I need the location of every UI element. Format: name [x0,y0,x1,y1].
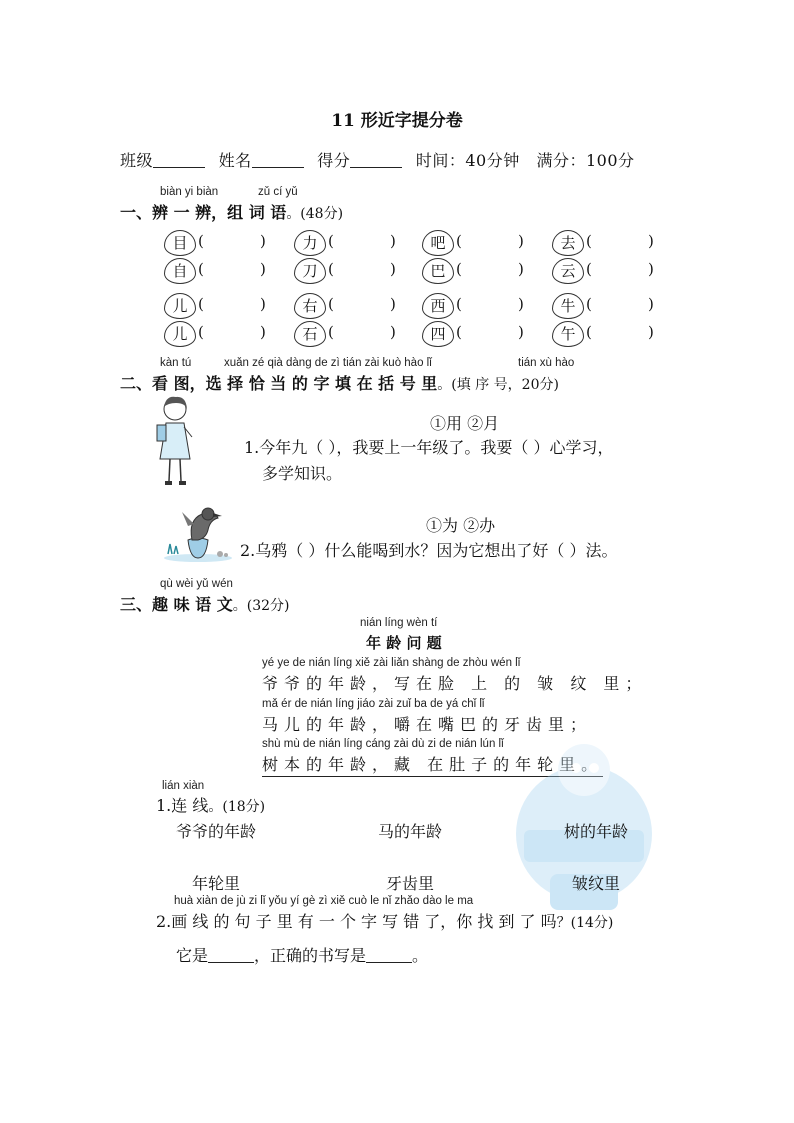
correct-char-blank[interactable] [366,948,412,963]
answer-paren-close: ) [518,295,524,313]
name-blank[interactable] [252,153,304,168]
char-oval-bot: 自 [164,258,196,284]
char-oval-top: 右 [294,293,326,319]
bottom-item-3[interactable]: 皱纹里 [572,874,621,893]
answer-paren-open: ( [328,295,334,313]
answer-paren-open: ( [198,232,204,250]
q2-score: ？(14分) [556,915,614,931]
section2-number: 二、 [120,374,153,393]
section2-title: 看 图，选 择 恰 当 的 字 填 在 括 号 里 [152,374,438,393]
poem-line-pinyin: shù mù de nián líng cáng zài dù zi de nián lún lǐ [262,738,504,750]
answer-paren-open: ( [586,295,592,313]
answer-paren-close: ) [648,295,654,313]
answer-paren-close: ) [518,232,524,250]
q2-pinyin: huà xiàn de jù zi lǐ yǒu yí gè zì xiě cuò le nǐ zhǎo dào le ma [174,895,474,907]
word-answer-slot[interactable] [208,232,256,252]
section1-title: 辨 一 辨，组 词 语 [152,203,287,222]
section2-pinyin-b: xuǎn zé qià dàng de zì tián zài kuò hào lǐ [224,357,432,369]
answer-paren-open: ( [328,232,334,250]
answer-paren-open: ( [586,232,592,250]
answer-paren-open: ( [456,232,462,250]
section3-pinyin: qù wèi yǔ wén [160,578,233,590]
answer-part-b: ，正确的书写是 [254,946,367,965]
char-pair [418,293,536,345]
char-oval-bot: 午 [552,321,584,347]
section1-heading [120,200,343,223]
answer-line [176,943,428,966]
char-oval-bot: 石 [294,321,326,347]
char-pair [290,293,408,345]
section3-number: 三、 [120,595,153,614]
full-score-label: 满分：100分 [536,151,635,170]
answer-paren-close: ) [260,260,266,278]
answer-paren-close: ) [260,295,266,313]
top-item-1[interactable]: 爷爷的年龄 [176,822,257,841]
section1-score: 。(48分) [286,206,344,222]
word-answer-slot[interactable] [208,260,256,280]
answer-paren-close: ) [518,260,524,278]
char-oval-bot: 巴 [422,258,454,284]
info-line [120,148,635,171]
word-answer-slot[interactable] [338,323,386,343]
answer-paren-close: ) [390,260,396,278]
top-item-2[interactable]: 马的年龄 [378,822,443,841]
word-answer-slot[interactable] [596,295,644,315]
q1-label-line [156,793,265,816]
score-blank[interactable] [350,153,402,168]
crow-illustration [158,500,238,564]
char-oval-top: 力 [294,230,326,256]
q2-line1: 2.乌鸦（ ）什么能喝到水？因为它想出了好（ ）法。 [240,541,618,560]
section2-score: 。(填 序 号，20分) [437,377,559,393]
char-pair [290,230,408,282]
answer-paren-open: ( [586,323,592,341]
char-oval-top: 目 [164,230,196,256]
q1-line1: 1.今年九（ ），我要上一年级了。我要（ ）心学习， [244,438,614,457]
answer-paren-close: ) [390,232,396,250]
answer-paren-close: ) [648,323,654,341]
word-answer-slot[interactable] [338,260,386,280]
section2-pinyin-c: tián xù hào [518,357,575,369]
poem-line: 爷爷的年龄，写在脸 上 的 皱 纹 里； [262,674,648,693]
q1-label: 1.连 线 [156,796,209,815]
poem-title: 年 龄 问 题 [366,634,442,652]
class-label: 班级 [120,151,154,170]
word-answer-slot[interactable] [466,260,514,280]
word-answer-slot[interactable] [466,232,514,252]
char-oval-bot: 云 [552,258,584,284]
char-pair [548,230,666,282]
answer-paren-close: ) [518,323,524,341]
answer-paren-close: ) [390,295,396,313]
answer-paren-open: ( [328,323,334,341]
section1-number: 一、 [120,203,153,222]
section3-title: 趣 味 语 文 [152,595,233,614]
section2-pinyin-a: kàn tú [160,357,192,369]
char-oval-top: 牛 [552,293,584,319]
answer-paren-open: ( [456,323,462,341]
word-answer-slot[interactable] [208,295,256,315]
poem-line-underlined: 树本的年龄，藏 在肚子的年轮里。 [262,752,603,777]
word-answer-slot[interactable] [596,232,644,252]
char-oval-top: 吧 [422,230,454,256]
poem-title-pinyin: nián líng wèn tí [360,617,438,629]
answer-part-a: 它是 [176,946,209,965]
word-answer-slot[interactable] [466,323,514,343]
q2-line [156,909,613,932]
answer-paren-open: ( [198,260,204,278]
name-label: 姓名 [218,151,252,170]
char-pair [160,293,278,345]
char-oval-bot: 四 [422,321,454,347]
q2-text: 2.画 线 的 句 子 里 有 一 个 字 写 错 了，你 找 到 了 吗 [156,912,557,931]
answer-paren-open: ( [198,323,204,341]
section2-heading [120,371,559,394]
score-label: 得分 [317,151,351,170]
class-blank[interactable] [153,153,205,168]
answer-paren-close: ) [260,323,266,341]
q1-score: 。(18分) [208,799,266,815]
answer-paren-open: ( [456,295,462,313]
section3-heading [120,592,289,615]
answer-paren-close: ) [648,260,654,278]
q1-options: ①用 ②月 [430,414,500,433]
answer-paren-open: ( [198,295,204,313]
char-oval-bot: 儿 [164,321,196,347]
section1-pinyin-b: zǔ cí yǔ [258,186,298,198]
word-answer-slot[interactable] [208,323,256,343]
section1-pinyin-a: biàn yi biàn [160,186,219,198]
char-oval-top: 西 [422,293,454,319]
answer-paren-close: ) [260,232,266,250]
char-oval-top: 儿 [164,293,196,319]
word-answer-slot[interactable] [338,295,386,315]
time-label: 时间：40分钟 [415,151,520,170]
answer-paren-open: ( [328,260,334,278]
wrong-char-blank[interactable] [208,948,254,963]
char-oval-top: 去 [552,230,584,256]
q2-options: ①为 ②办 [426,516,496,535]
word-answer-slot[interactable] [596,260,644,280]
answer-paren-close: ) [648,232,654,250]
char-pair [160,230,278,282]
word-answer-slot[interactable] [596,323,644,343]
poem-line: 马儿的年龄，嚼在嘴巴的牙齿里； [262,715,593,734]
word-answer-slot[interactable] [338,232,386,252]
page-title: 11 形近字提分卷 [331,111,463,131]
q1-pinyin: lián xiàn [162,780,205,792]
bottom-item-2[interactable]: 牙齿里 [386,874,435,893]
answer-paren-close: ) [390,323,396,341]
answer-paren-open: ( [586,260,592,278]
char-pair [418,230,536,282]
answer-paren-open: ( [456,260,462,278]
top-item-3[interactable]: 树的年龄 [564,822,629,841]
poem-line-pinyin: mǎ ér de nián líng jiáo zài zuǐ ba de yá chǐ lǐ [262,698,485,710]
section3-score: 。(32分) [232,598,290,614]
bottom-item-1[interactable]: 年轮里 [192,874,241,893]
word-answer-slot[interactable] [466,295,514,315]
poem-line-pinyin: yé ye de nián líng xiě zài liǎn shàng de zhòu wén lǐ [262,657,521,669]
girl-illustration [152,393,198,491]
char-pair [548,293,666,345]
answer-part-c: 。 [412,946,429,965]
q1-line2: 多学知识。 [262,464,343,483]
char-oval-bot: 刀 [294,258,326,284]
